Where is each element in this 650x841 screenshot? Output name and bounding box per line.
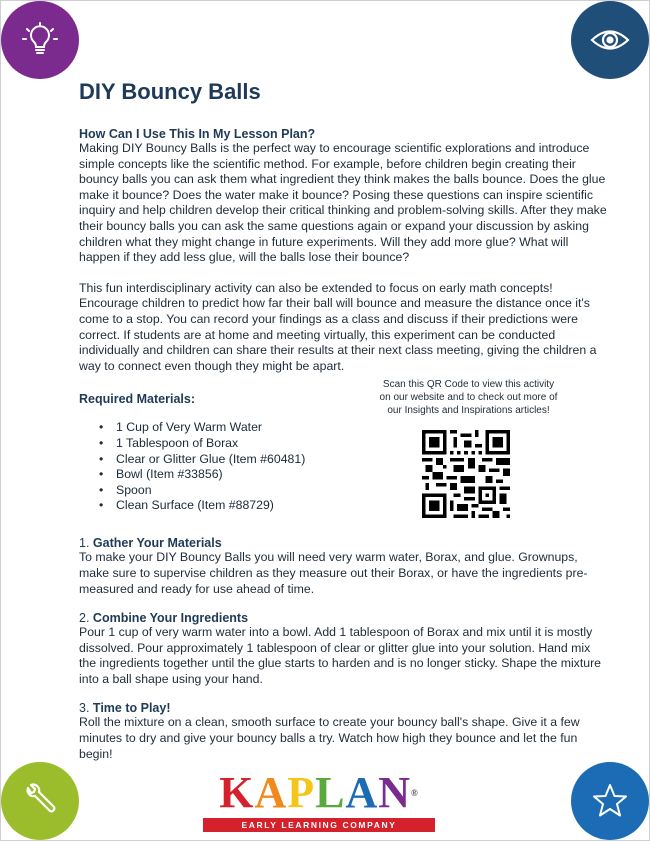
star-badge	[571, 762, 649, 840]
lesson-plan-heading: How Can I Use This In My Lesson Plan?	[79, 127, 316, 141]
list-item: • Bowl (Item #33856)	[99, 467, 305, 483]
logo-letter: K	[219, 768, 255, 817]
lesson-plan-paragraph-2: This fun interdisciplinary activity can also be extended to focus on early math concepts! Encourage children to predict how far their ball will bounce and measure the distance once it's come to a stop. You can record your findings as a class and discuss if their predictions were correct. If students are at home and meeting virtually, this experiment can be conducted individually and children can share their results at their next class meeting, giving the children a way to connect even though they might be apart.	[79, 280, 597, 373]
logo-wordmark	[199, 768, 439, 817]
list-item: • 1 Cup of Very Warm Water	[99, 420, 305, 436]
list-item: • Spoon	[99, 483, 305, 499]
step-title: Combine Your Ingredients	[92, 611, 249, 626]
step-number: 1.	[79, 536, 90, 551]
lightbulb-icon	[20, 20, 60, 60]
step-text: Pour 1 cup of very warm water into a bowl. Add 1 tablespoon of Borax and mix until it is mostly dissolved. Pour approximately 1 tablespoon of clear or glitter glue into your solution. Hand mix the ingredients together until the glue starts to harden and is no longer sticky. Shape the mixture into a ball shape using your hand.	[79, 625, 602, 686]
document-body	[79, 79, 607, 762]
step-3	[79, 701, 607, 762]
list-item: • Clear or Glitter Glue (Item #60481)	[99, 452, 305, 468]
kaplan-logo	[199, 768, 439, 832]
step-title: Time to Play!	[92, 701, 171, 716]
materials-list	[99, 420, 305, 514]
step-number: 3.	[79, 701, 90, 716]
qr-code-icon[interactable]	[422, 430, 510, 518]
materials-section	[79, 379, 607, 522]
step-1	[79, 536, 607, 597]
qr-caption: Scan this QR Code to view this activity on our website and to check out more of our Insights and Inspirations articles!	[379, 379, 558, 417]
lesson-plan-paragraph-1: Making DIY Bouncy Balls is the perfect way to encourage scientific explorations and introduce simple concepts like the scientific method. For example, before children begin creating their bouncy balls you can ask them what ingredient they think makes the balls bounce. Does the glue make it bounce? Does the water make it bounce? Posing these questions can inspire scientific inquiry and help children develop their critical thinking and problem-solving skills. After they make their bouncy balls you can ask the same questions again or expand your discussion by asking children what they might change in future experiments. Will they add more glue? What will happen if they add less glue, will the balls lose their bounce?	[79, 141, 607, 265]
wrench-icon	[20, 781, 60, 821]
logo-letter: L	[315, 768, 346, 817]
logo-letter: A	[254, 768, 288, 817]
eye-icon	[589, 19, 631, 61]
step-title: Gather Your Materials	[92, 536, 222, 551]
step-2	[79, 611, 607, 687]
step-text: Roll the mixture on a clean, smooth surface to create your bouncy ball's shape. Give it a few minutes to dry and give your bouncy balls a try. Watch how high they bounce and let the fun begin!	[79, 715, 580, 761]
step-number: 2.	[79, 611, 90, 626]
step-text: To make your DIY Bouncy Balls you will need very warm water, Borax, and glue. Grownups, make sure to supervise children as they measure out their Borax, or have the ingredients pre-measured and ready for use ahead of time.	[79, 550, 588, 596]
logo-letter: A	[345, 768, 379, 817]
star-icon	[590, 781, 630, 821]
materials-heading: Required Materials:	[79, 392, 196, 407]
lightbulb-badge	[1, 1, 79, 79]
eye-badge	[571, 1, 649, 79]
logo-letter: P	[287, 768, 316, 817]
registered-mark: ®	[411, 788, 419, 798]
logo-tagline: EARLY LEARNING COMPANY	[203, 818, 435, 832]
logo-letter: N	[378, 768, 412, 817]
page-title: DIY Bouncy Balls	[79, 79, 261, 104]
list-item: • Clean Surface (Item #88729)	[99, 498, 305, 514]
wrench-badge	[1, 762, 79, 840]
list-item: • 1 Tablespoon of Borax	[99, 436, 305, 452]
